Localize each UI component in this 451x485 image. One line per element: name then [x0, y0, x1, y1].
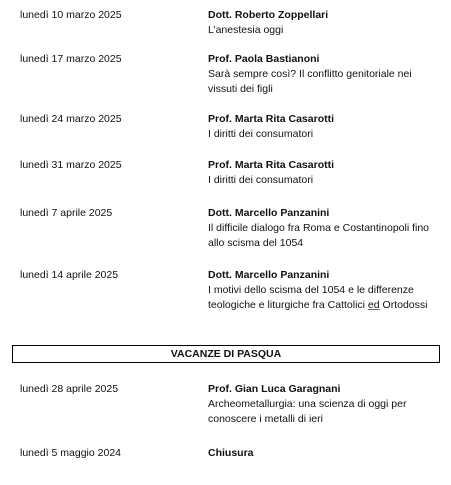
date: lunedì 17 marzo 2025	[20, 53, 122, 65]
info	[208, 52, 440, 97]
speaker: Dott. Marcello Panzanini	[208, 207, 330, 219]
topic: I diritti dei consumatori	[208, 173, 314, 186]
speaker: Chiusura	[208, 447, 254, 459]
speaker: Prof. Marta Rita Casarotti	[208, 159, 335, 171]
info	[208, 206, 440, 251]
topic: Il difficile dialogo fra Roma e Costantinopoli fino allo scisma del 1054	[208, 221, 430, 249]
date: lunedì 24 marzo 2025	[20, 113, 122, 125]
topic: Archeometallurgia: una scienza di oggi per conoscere i metalli di ieri	[208, 397, 407, 425]
info	[208, 446, 440, 461]
info	[208, 8, 440, 38]
date: lunedì 7 aprile 2025	[20, 207, 113, 219]
topic: Sarà sempre così? Il conflitto genitoriale nei vissuti dei figli	[208, 67, 412, 95]
speaker: Dott. Marcello Panzanini	[208, 269, 330, 281]
date: lunedì 10 marzo 2025	[20, 9, 122, 21]
topic-link: ed	[367, 298, 380, 311]
holiday-banner: VACANZE DI PASQUA	[12, 345, 440, 363]
info	[208, 268, 440, 313]
speaker: Prof. Paola Bastianoni	[208, 53, 320, 65]
date: lunedì 14 aprile 2025	[20, 269, 119, 281]
info	[208, 112, 440, 142]
info	[208, 158, 440, 188]
speaker: Prof. Gian Luca Garagnani	[208, 383, 341, 395]
speaker: Dott. Roberto Zoppellari	[208, 9, 329, 21]
date: lunedì 28 aprile 2025	[20, 383, 119, 395]
speaker: Prof. Marta Rita Casarotti	[208, 113, 335, 125]
topic-end: Ortodossi	[382, 298, 428, 311]
topic-text: I motivi dello scisma del 1054 e le differenze teologiche e liturgiche fra Cattolici	[208, 283, 414, 311]
date: lunedì 5 maggio 2024	[20, 447, 121, 459]
topic: L’anestesia oggi	[208, 23, 284, 36]
topic: I diritti dei consumatori	[208, 127, 314, 140]
topic	[208, 283, 440, 313]
info	[208, 382, 440, 427]
date: lunedì 31 marzo 2025	[20, 159, 122, 171]
